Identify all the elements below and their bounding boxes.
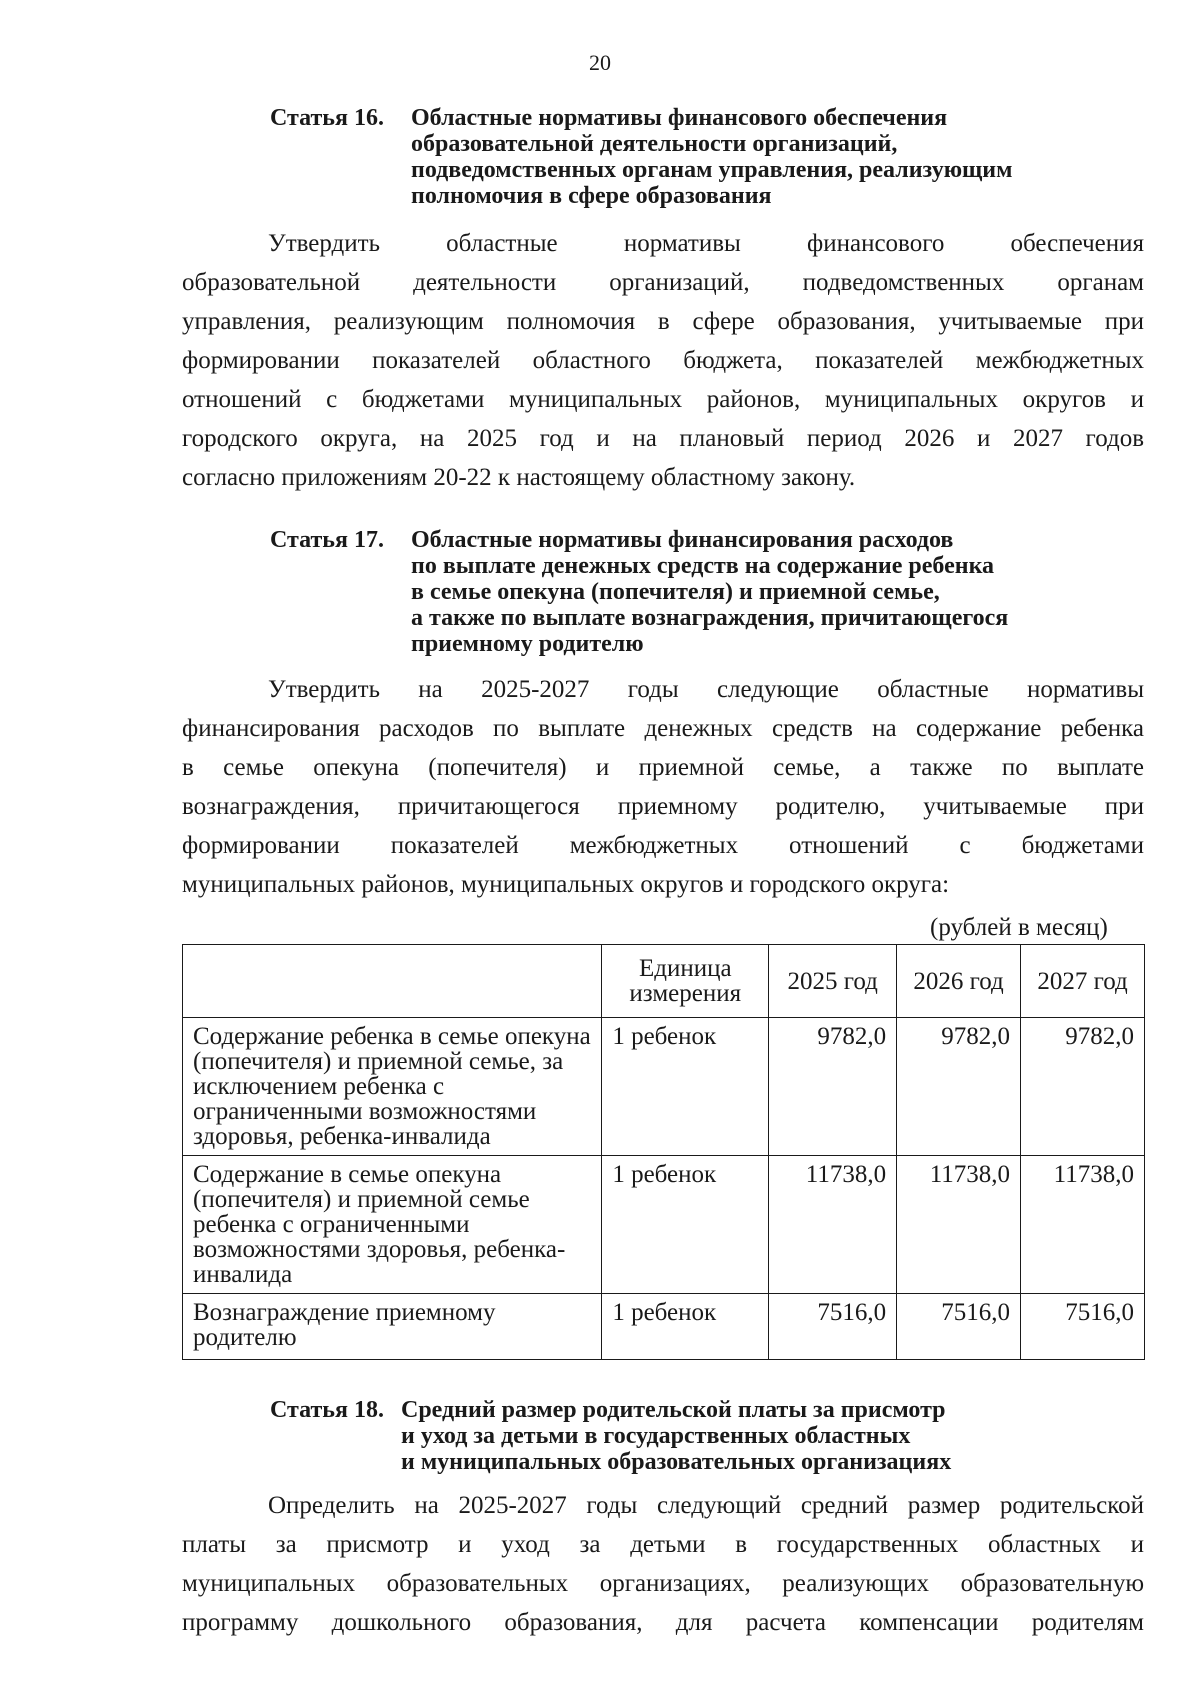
table-row: [183, 1018, 1145, 1156]
article-17-heading: [270, 527, 1130, 662]
article-18-title-line: и муниципальных образовательных организациях: [401, 1449, 952, 1475]
body-line: согласно приложениям 20-22 к настоящему областному закону.: [182, 464, 856, 491]
article-16-body: [182, 224, 1144, 497]
article-18-title-line: и уход за детьми в государственных областных: [401, 1423, 911, 1449]
body-line: отношений с бюджетами муниципальных районов, муниципальных округов и: [182, 386, 1144, 413]
header-cell-2025: 2025 год: [769, 945, 897, 1018]
body-line: вознаграждения, причитающегося приемному родителю, учитываемые при: [182, 793, 1144, 820]
row-value-2027: 7516,0: [1021, 1294, 1145, 1360]
table-row: [183, 1156, 1145, 1294]
header-cell-name: [183, 945, 602, 1018]
body-line: формировании показателей межбюджетных отношений с бюджетами: [182, 832, 1144, 859]
article-18-heading: [270, 1397, 1130, 1479]
article-16-title-line: образовательной деятельности организаций,: [411, 131, 898, 157]
article-18-number: Статья 18.: [270, 1397, 384, 1423]
article-17-body: [182, 670, 1144, 904]
header-cell-2026: 2026 год: [897, 945, 1021, 1018]
article-16-title: [411, 105, 1012, 209]
body-line: Утвердить областные нормативы финансового обеспечения: [268, 230, 1144, 257]
body-line: образовательной деятельности организаций, подведомственных органам: [182, 269, 1144, 296]
table-row: [183, 1294, 1145, 1360]
article-17-title: [411, 527, 1008, 657]
row-value-2026: 11738,0: [897, 1156, 1021, 1294]
article-18-title: [401, 1397, 951, 1475]
page-number: 20: [589, 50, 611, 75]
article-17-title-line: приемному родителю: [411, 631, 644, 657]
row-name: Содержание в семье опекуна (попечителя) и приемной семье ребенка с ограниченными возможностями здоровья, ребенка-инвалида: [183, 1156, 602, 1294]
row-unit: 1 ребенок: [602, 1018, 769, 1156]
row-value-2025: 7516,0: [769, 1294, 897, 1360]
table-header-row: [183, 945, 1145, 1018]
body-line: муниципальных образовательных организациях, реализующих образовательную: [182, 1570, 1144, 1597]
row-unit: 1 ребенок: [602, 1294, 769, 1360]
body-line: формировании показателей областного бюджета, показателей межбюджетных: [182, 347, 1144, 374]
body-line: в семье опекуна (попечителя) и приемной семье, а также по выплате: [182, 754, 1144, 781]
article-16-title-line: Областные нормативы финансового обеспечения: [411, 105, 948, 131]
body-line: платы за присмотр и уход за детьми в государственных областных и: [182, 1531, 1144, 1558]
article-16-number: Статья 16.: [270, 105, 384, 131]
row-name: Содержание ребенка в семье опекуна (попечителя) и приемной семье, за исключением ребенка с ограниченными возможностями здоровья, ребенка-инвалида: [183, 1018, 602, 1156]
article-16-title-line: подведомственных органам управления, реализующим: [411, 157, 1013, 183]
norms-table: [182, 944, 1145, 1360]
article-18-body: [182, 1486, 1144, 1642]
body-line: финансирования расходов по выплате денежных средств на содержание ребенка: [182, 715, 1144, 742]
header-cell-unit: Единица измерения: [602, 945, 769, 1018]
row-value-2027: 11738,0: [1021, 1156, 1145, 1294]
body-line: городского округа, на 2025 год и на плановый период 2026 и 2027 годов: [182, 425, 1144, 452]
row-value-2026: 7516,0: [897, 1294, 1021, 1360]
article-17-number: Статья 17.: [270, 527, 384, 553]
body-line: Определить на 2025-2027 годы следующий средний размер родительской: [268, 1492, 1144, 1519]
body-line: муниципальных районов, муниципальных округов и городского округа:: [182, 871, 950, 898]
article-16-title-line: полномочия в сфере образования: [411, 183, 772, 209]
body-line: программу дошкольного образования, для расчета компенсации родителям: [182, 1609, 1144, 1636]
row-value-2025: 9782,0: [769, 1018, 897, 1156]
row-unit: 1 ребенок: [602, 1156, 769, 1294]
article-17-title-line: по выплате денежных средств на содержание ребенка: [411, 553, 995, 579]
article-18-title-line: Средний размер родительской платы за присмотр: [401, 1397, 946, 1423]
article-17-title-line: Областные нормативы финансирования расходов: [411, 527, 954, 553]
row-value-2027: 9782,0: [1021, 1018, 1145, 1156]
row-value-2025: 11738,0: [769, 1156, 897, 1294]
body-line: управления, реализующим полномочия в сфере образования, учитываемые при: [182, 308, 1144, 335]
units-note: (рублей в месяц): [930, 914, 1108, 941]
article-16-heading: [270, 105, 1130, 215]
article-17-title-line: а также по выплате вознаграждения, причитающегося: [411, 605, 1009, 631]
body-line: Утвердить на 2025-2027 годы следующие областные нормативы: [268, 676, 1144, 703]
row-value-2026: 9782,0: [897, 1018, 1021, 1156]
header-cell-2027: 2027 год: [1021, 945, 1145, 1018]
row-name: Вознаграждение приемному родителю: [183, 1294, 602, 1360]
article-17-title-line: в семье опекуна (попечителя) и приемной семье,: [411, 579, 940, 605]
